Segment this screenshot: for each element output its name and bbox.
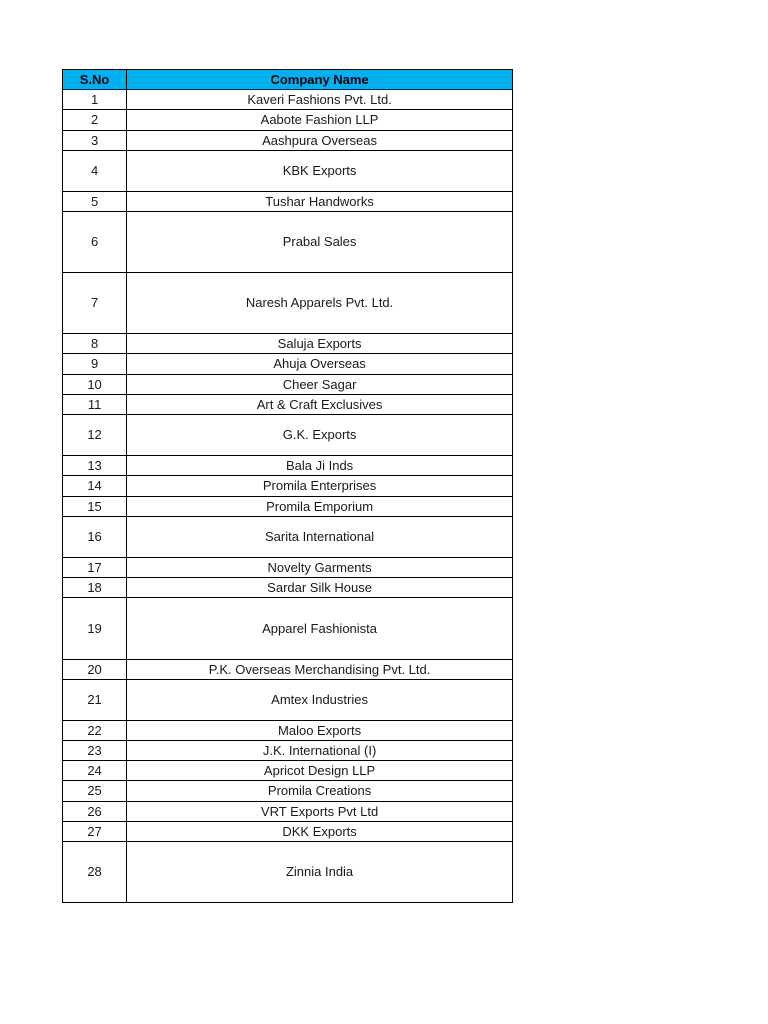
- table-row: [63, 741, 513, 761]
- sno-cell: 5: [63, 192, 127, 212]
- sno-cell: 15: [63, 497, 127, 517]
- company-name-cell: Tushar Handworks: [127, 192, 513, 212]
- table-row: [63, 578, 513, 598]
- company-name-cell: Sardar Silk House: [127, 578, 513, 598]
- table-row: [63, 558, 513, 578]
- header-sno: S.No: [63, 70, 127, 90]
- sno-cell: 13: [63, 456, 127, 476]
- table-row: [63, 456, 513, 476]
- company-name-cell: Amtex Industries: [127, 680, 513, 721]
- header-company-name: Company Name: [127, 70, 513, 90]
- table-row: [63, 497, 513, 517]
- sno-cell: 27: [63, 822, 127, 842]
- table-row: [63, 721, 513, 741]
- company-name-cell: Prabal Sales: [127, 212, 513, 273]
- company-name-cell: Novelty Garments: [127, 558, 513, 578]
- sno-cell: 20: [63, 660, 127, 680]
- company-name-cell: Apricot Design LLP: [127, 761, 513, 781]
- company-table: [62, 69, 513, 903]
- table-row: [63, 151, 513, 192]
- company-name-cell: Cheer Sagar: [127, 375, 513, 395]
- company-name-cell: G.K. Exports: [127, 415, 513, 456]
- table-row: [63, 131, 513, 151]
- table-row: [63, 354, 513, 375]
- sno-cell: 24: [63, 761, 127, 781]
- sno-cell: 25: [63, 781, 127, 802]
- company-name-cell: Ahuja Overseas: [127, 354, 513, 375]
- table-row: [63, 415, 513, 456]
- company-name-cell: Bala Ji Inds: [127, 456, 513, 476]
- sno-cell: 19: [63, 598, 127, 660]
- company-name-cell: KBK Exports: [127, 151, 513, 192]
- table-row: [63, 334, 513, 354]
- table-row: [63, 660, 513, 680]
- sno-cell: 7: [63, 273, 127, 334]
- sno-cell: 28: [63, 842, 127, 903]
- sno-cell: 23: [63, 741, 127, 761]
- company-name-cell: VRT Exports Pvt Ltd: [127, 802, 513, 822]
- sno-cell: 18: [63, 578, 127, 598]
- company-name-cell: Aashpura Overseas: [127, 131, 513, 151]
- company-name-cell: Aabote Fashion LLP: [127, 110, 513, 131]
- sno-cell: 22: [63, 721, 127, 741]
- table-row: [63, 110, 513, 131]
- table-row: [63, 761, 513, 781]
- company-name-cell: J.K. International (I): [127, 741, 513, 761]
- company-name-cell: Apparel Fashionista: [127, 598, 513, 660]
- table-row: [63, 842, 513, 903]
- company-name-cell: P.K. Overseas Merchandising Pvt. Ltd.: [127, 660, 513, 680]
- company-name-cell: Sarita International: [127, 517, 513, 558]
- company-name-cell: Promila Emporium: [127, 497, 513, 517]
- company-name-cell: Kaveri Fashions Pvt. Ltd.: [127, 90, 513, 110]
- sno-cell: 9: [63, 354, 127, 375]
- table-row: [63, 395, 513, 415]
- table-row: [63, 802, 513, 822]
- table-row: [63, 90, 513, 110]
- company-name-cell: Promila Creations: [127, 781, 513, 802]
- sno-cell: 10: [63, 375, 127, 395]
- table-row: [63, 212, 513, 273]
- table-row: [63, 517, 513, 558]
- sno-cell: 4: [63, 151, 127, 192]
- table-row: [63, 680, 513, 721]
- company-name-cell: DKK Exports: [127, 822, 513, 842]
- company-name-cell: Saluja Exports: [127, 334, 513, 354]
- sno-cell: 14: [63, 476, 127, 497]
- table-row: [63, 822, 513, 842]
- sno-cell: 6: [63, 212, 127, 273]
- company-name-cell: Naresh Apparels Pvt. Ltd.: [127, 273, 513, 334]
- table-row: [63, 781, 513, 802]
- sno-cell: 2: [63, 110, 127, 131]
- sno-cell: 17: [63, 558, 127, 578]
- sno-cell: 8: [63, 334, 127, 354]
- sno-cell: 12: [63, 415, 127, 456]
- sno-cell: 16: [63, 517, 127, 558]
- header-row: [63, 70, 513, 90]
- table-row: [63, 375, 513, 395]
- company-name-cell: Art & Craft Exclusives: [127, 395, 513, 415]
- table-row: [63, 192, 513, 212]
- sno-cell: 11: [63, 395, 127, 415]
- sno-cell: 26: [63, 802, 127, 822]
- table-row: [63, 273, 513, 334]
- sno-cell: 1: [63, 90, 127, 110]
- company-name-cell: Zinnia India: [127, 842, 513, 903]
- company-name-cell: Maloo Exports: [127, 721, 513, 741]
- sno-cell: 3: [63, 131, 127, 151]
- sno-cell: 21: [63, 680, 127, 721]
- table-row: [63, 598, 513, 660]
- table-row: [63, 476, 513, 497]
- company-name-cell: Promila Enterprises: [127, 476, 513, 497]
